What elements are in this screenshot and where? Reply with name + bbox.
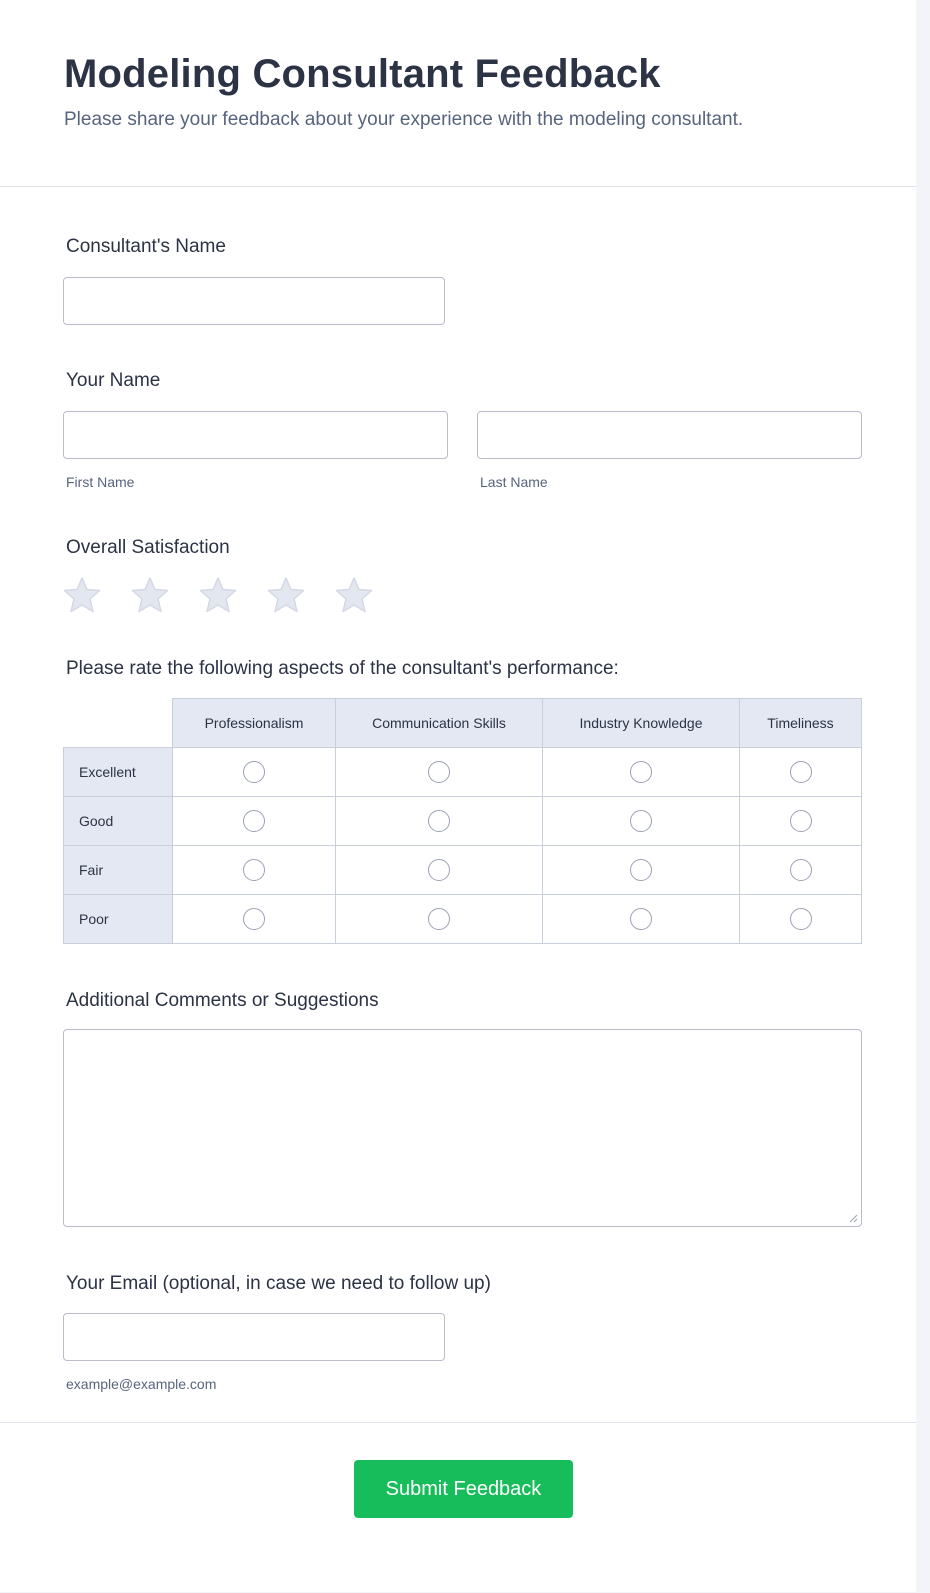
form-title: Modeling Consultant Feedback <box>64 52 661 96</box>
star-3-icon[interactable] <box>198 575 238 615</box>
radio-excellent-timeliness[interactable] <box>790 761 812 783</box>
radio-excellent-knowledge[interactable] <box>630 761 652 783</box>
matrix-col-header: Communication Skills <box>336 699 543 748</box>
first-name-sublabel: First Name <box>66 474 135 490</box>
star-4-icon[interactable] <box>266 575 306 615</box>
radio-good-communication[interactable] <box>428 810 450 832</box>
email-input[interactable] <box>63 1313 445 1361</box>
email-sublabel: example@example.com <box>66 1376 217 1392</box>
radio-poor-timeliness[interactable] <box>790 908 812 930</box>
radio-fair-knowledge[interactable] <box>630 859 652 881</box>
email-label: Your Email (optional, in case we need to follow up) <box>66 1273 491 1294</box>
radio-good-timeliness[interactable] <box>790 810 812 832</box>
star-2-icon[interactable] <box>130 575 170 615</box>
radio-fair-communication[interactable] <box>428 859 450 881</box>
star-1-icon[interactable] <box>62 575 102 615</box>
radio-excellent-professionalism[interactable] <box>243 761 265 783</box>
matrix-label: Please rate the following aspects of the consultant's performance: <box>66 658 619 679</box>
matrix-row-label: Good <box>64 797 173 846</box>
matrix-row <box>64 748 862 797</box>
radio-fair-timeliness[interactable] <box>790 859 812 881</box>
matrix-row-label: Excellent <box>64 748 173 797</box>
matrix-col-header: Industry Knowledge <box>543 699 740 748</box>
comments-textarea[interactable] <box>63 1029 862 1227</box>
submit-button[interactable]: Submit Feedback <box>354 1460 573 1518</box>
consultant-name-input[interactable] <box>63 277 445 325</box>
satisfaction-label: Overall Satisfaction <box>66 537 230 558</box>
radio-excellent-communication[interactable] <box>428 761 450 783</box>
radio-poor-professionalism[interactable] <box>243 908 265 930</box>
matrix-corner <box>64 699 173 748</box>
first-name-input[interactable] <box>63 411 448 459</box>
consultant-name-label: Consultant's Name <box>66 236 226 257</box>
last-name-input[interactable] <box>477 411 862 459</box>
matrix-row-label: Fair <box>64 846 173 895</box>
radio-good-professionalism[interactable] <box>243 810 265 832</box>
matrix-col-header: Professionalism <box>173 699 336 748</box>
radio-good-knowledge[interactable] <box>630 810 652 832</box>
matrix-row <box>64 797 862 846</box>
matrix-row <box>64 895 862 944</box>
form-header <box>0 0 916 187</box>
star-5-icon[interactable] <box>334 575 374 615</box>
radio-poor-communication[interactable] <box>428 908 450 930</box>
resize-handle-icon[interactable] <box>848 1213 858 1223</box>
radio-poor-knowledge[interactable] <box>630 908 652 930</box>
matrix-col-header: Timeliness <box>740 699 862 748</box>
last-name-sublabel: Last Name <box>480 474 548 490</box>
form-subtitle: Please share your feedback about your experience with the modeling consultant. <box>64 109 744 130</box>
your-name-label: Your Name <box>66 370 161 391</box>
radio-fair-professionalism[interactable] <box>243 859 265 881</box>
rating-matrix <box>63 698 862 944</box>
comments-label: Additional Comments or Suggestions <box>66 990 379 1011</box>
matrix-row-label: Poor <box>64 895 173 944</box>
matrix-row <box>64 846 862 895</box>
